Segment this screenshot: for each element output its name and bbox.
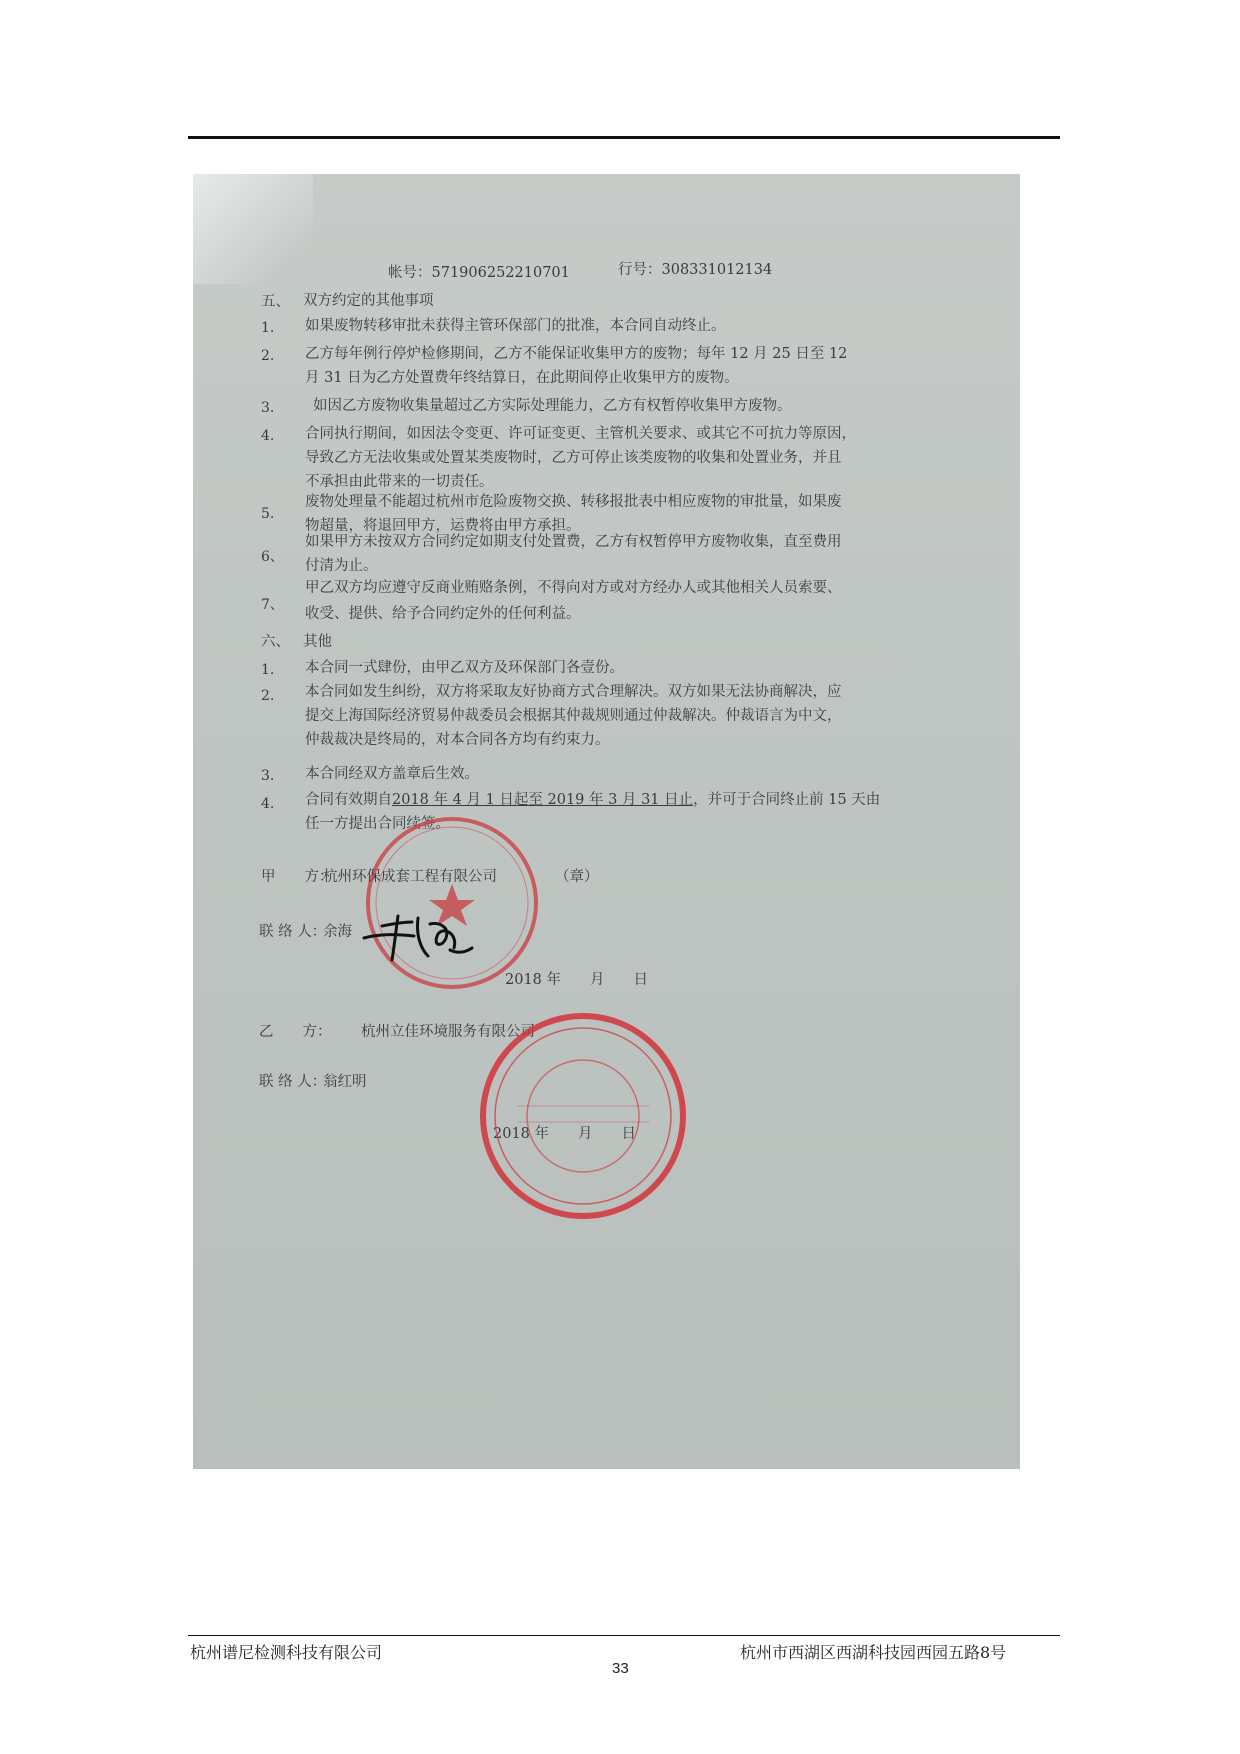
validity-period: 2018 年 4 月 1 日起至 2019 年 3 月 31 日止 (392, 792, 694, 808)
photo-glare (193, 174, 313, 284)
s6-item2-num: 2. (261, 688, 275, 704)
s5-item5-line1: 废物处理量不能超过杭州市危险废物交换、转移报批表中相应废物的审批量，如果废 (305, 494, 842, 510)
s5-item4-line3: 不承担由此带来的一切责任。 (305, 474, 494, 490)
s5-item6-line1: 如果甲方未按双方合同约定如期支付处置费，乙方有权暂停甲方废物收集，直至费用 (305, 534, 842, 550)
section6-title: 其他 (303, 634, 332, 650)
s5-item7-line1: 甲乙双方均应遵守反商业贿赂条例，不得向对方或对方经办人或其他相关人员索要、 (305, 580, 842, 596)
s5-item6-line2: 付清为止。 (305, 558, 378, 574)
party-b-name: 杭州立佳环境服务有限公司 (361, 1024, 535, 1040)
header-rule (188, 136, 1060, 139)
s6-item4-line1 (305, 792, 880, 808)
party-a-signature (358, 904, 478, 964)
party-b-contact: 翁红明 (323, 1074, 367, 1090)
party-a-contact: 余海 (323, 924, 352, 940)
s5-item1-num: 1. (261, 320, 275, 336)
validity-prefix: 合同有效期自 (305, 792, 392, 808)
party-a-seal (363, 814, 541, 992)
s5-item6-num: 6、 (261, 549, 284, 565)
s6-item2-line2: 提交上海国际经济贸易仲裁委员会根据其仲裁规则通过仲裁解决。仲裁语言为中文， (305, 708, 842, 724)
s6-item3-line1: 本合同经双方盖章后生效。 (305, 766, 479, 782)
s6-item2-line1: 本合同如发生纠纷，双方将采取友好协商方式合理解决。双方如果无法协商解决，应 (305, 684, 842, 700)
footer-company: 杭州谱尼检测科技有限公司 (190, 1643, 383, 1662)
s6-item4-num: 4. (261, 796, 275, 812)
footer-rule (188, 1635, 1060, 1636)
contract-photo (193, 174, 1020, 1469)
s5-item2-num: 2. (261, 348, 275, 364)
s5-item2-line2: 月 31 日为乙方处置费年终结算日，在此期间停止收集甲方的废物。 (305, 370, 739, 386)
footer-address: 杭州市西湖区西湖科技园西园五路8号 (740, 1643, 1007, 1662)
party-b-contact-label: 联 络 人： (259, 1074, 327, 1090)
party-a-name: 杭州环保成套工程有限公司 (323, 869, 497, 885)
section6-marker: 六、 (261, 634, 290, 650)
bank-number: 行号：308331012134 (618, 262, 773, 278)
page-number: 33 (612, 1660, 629, 1677)
s5-item1-line1: 如果废物转移审批未获得主管环保部门的批准，本合同自动终止。 (305, 318, 726, 334)
s6-item2-line3: 仲裁裁决是终局的，对本合同各方均有约束力。 (305, 732, 610, 748)
s6-item4-line2: 任一方提出合同续签。 (305, 816, 450, 832)
party-a-label: 甲 方： (261, 869, 334, 885)
section5-marker: 五、 (261, 294, 290, 310)
s5-item3-line1: 如因乙方废物收集量超过乙方实际处理能力，乙方有权暂停收集甲方废物。 (313, 398, 792, 414)
s5-item4-line2: 导致乙方无法收集或处置某类废物时，乙方可停止该类废物的收集和处置业务，并且 (305, 450, 842, 466)
s5-item5-line2: 物超量，将退回甲方，运费将由甲方承担。 (305, 518, 581, 534)
s5-item5-num: 5. (261, 506, 275, 522)
s5-item4-line1: 合同执行期间，如因法令变更、许可证变更、主管机关要求、或其它不可抗力等原因， (305, 426, 856, 442)
s6-item1-line1: 本合同一式肆份，由甲乙双方及环保部门各壹份。 (305, 660, 624, 676)
validity-suffix: ，并可于合同终止前 15 天由 (693, 792, 881, 808)
party-b-date: 2018 年 月 日 (493, 1126, 637, 1142)
party-a-date: 2018 年 月 日 (505, 972, 649, 988)
s5-item2-line1: 乙方每年例行停炉检修期间，乙方不能保证收集甲方的废物；每年 12 月 25 日至 12 (305, 346, 848, 362)
s5-item3-num: 3. (261, 400, 275, 416)
party-b-label: 乙 方： (259, 1024, 332, 1040)
s5-item4-num: 4. (261, 428, 275, 444)
party-a-contact-label: 联 络 人： (259, 924, 327, 940)
party-a-seal-mark: （章） (555, 869, 599, 885)
s5-item7-line2: 收受、提供、给予合同约定外的任何利益。 (305, 606, 581, 622)
section5-title: 双方约定的其他事项 (303, 293, 434, 309)
party-b-seal (477, 1010, 689, 1222)
account-number: 帐号：571906252210701 (388, 265, 570, 281)
s6-item3-num: 3. (261, 768, 275, 784)
s5-item7-num: 7、 (261, 597, 284, 613)
s6-item1-num: 1. (261, 662, 275, 678)
